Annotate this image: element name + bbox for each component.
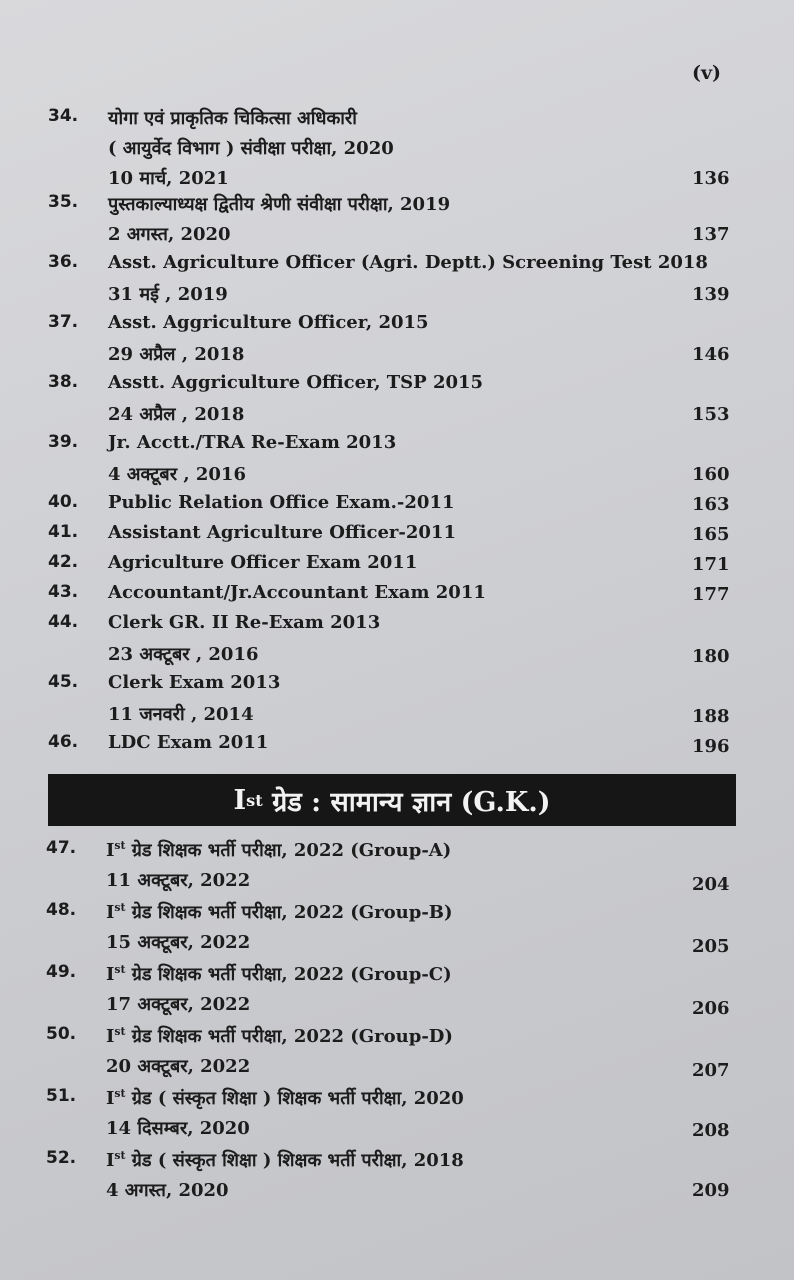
- entry-page: 146: [692, 344, 730, 365]
- entry-number: 51.: [46, 1086, 77, 1106]
- entry-date: 31 मई , 2019: [108, 284, 228, 305]
- entry-title-text: ग्रेड शिक्षक भर्ती परीक्षा, 2022 (Group-D): [125, 1026, 453, 1047]
- page-number: (v): [692, 62, 722, 84]
- entry-number: 48.: [46, 900, 77, 920]
- entry-date: 2 अगस्त, 2020: [108, 224, 231, 245]
- entry-title: Public Relation Office Exam.-2011: [108, 492, 455, 513]
- grade-superscript: st: [114, 1149, 126, 1162]
- section-superscript: st: [246, 790, 263, 810]
- entry-page: 180: [692, 646, 730, 667]
- entry-title: [106, 1086, 464, 1110]
- entry-number: 49.: [46, 962, 77, 982]
- entry-number: 44.: [48, 612, 79, 632]
- entry-date: 24 अप्रैल , 2018: [108, 404, 245, 425]
- entry-title: Accountant/Jr.Accountant Exam 2011: [108, 582, 486, 603]
- grade-superscript: st: [114, 1087, 126, 1100]
- entry-page: 208: [692, 1120, 730, 1141]
- grade-superscript: st: [114, 901, 126, 914]
- entry-title: Asst. Aggriculture Officer, 2015: [108, 312, 429, 333]
- entry-page: 136: [692, 168, 730, 189]
- entry-date: 10 मार्च, 2021: [108, 168, 229, 189]
- entry-title: Asst. Agriculture Officer (Agri. Deptt.) Screening Test 2018: [108, 252, 708, 273]
- entry-date: 23 अक्टूबर , 2016: [108, 644, 259, 665]
- entry-page: 171: [692, 554, 730, 575]
- entry-title: LDC Exam 2011: [108, 732, 269, 753]
- entry-page: 177: [692, 584, 730, 605]
- entry-title: Agriculture Officer Exam 2011: [108, 552, 418, 573]
- entry-page: 153: [692, 404, 730, 425]
- entry-title: [106, 900, 453, 924]
- entry-page: 160: [692, 464, 730, 485]
- entry-number: 47.: [46, 838, 77, 858]
- entry-number: 34.: [48, 106, 79, 126]
- entry-page: 139: [692, 284, 730, 305]
- grade-prefix: I: [106, 1026, 115, 1047]
- entry-page: 206: [692, 998, 730, 1019]
- entry-date: 11 अक्टूबर, 2022: [106, 870, 251, 891]
- grade-superscript: st: [114, 963, 126, 976]
- grade-prefix: I: [106, 840, 115, 861]
- section-heading: [48, 774, 736, 826]
- entry-number: 38.: [48, 372, 79, 392]
- entry-title: Asstt. Aggriculture Officer, TSP 2015: [108, 372, 484, 393]
- entry-page: 165: [692, 524, 730, 545]
- entry-page: 205: [692, 936, 730, 957]
- entry-number: 39.: [48, 432, 79, 452]
- entry-title: [106, 1148, 464, 1172]
- entry-date: 29 अप्रैल , 2018: [108, 344, 245, 365]
- entry-number: 46.: [48, 732, 79, 752]
- entry-page: 204: [692, 874, 730, 895]
- grade-prefix: I: [106, 1088, 115, 1109]
- grade-prefix: I: [106, 964, 115, 985]
- entry-title: Assistant Agriculture Officer-2011: [108, 522, 456, 543]
- entry-page: 188: [692, 706, 730, 727]
- entry-title-text: ग्रेड शिक्षक भर्ती परीक्षा, 2022 (Group-B): [125, 902, 453, 923]
- entry-number: 42.: [48, 552, 79, 572]
- entry-date: 20 अक्टूबर, 2022: [106, 1056, 251, 1077]
- entry-title: Clerk Exam 2013: [108, 672, 281, 693]
- entry-page: 163: [692, 494, 730, 515]
- section-prefix: I: [233, 784, 247, 816]
- entry-number: 45.: [48, 672, 79, 692]
- entry-number: 50.: [46, 1024, 77, 1044]
- entry-page: 196: [692, 736, 730, 757]
- entry-title-text: ग्रेड ( संस्कृत शिक्षा ) शिक्षक भर्ती परीक्षा, 2018: [125, 1150, 464, 1171]
- grade-prefix: I: [106, 1150, 115, 1171]
- entry-number: 35.: [48, 192, 79, 212]
- section-title: ग्रेड : सामान्य ज्ञान (G.K.): [262, 786, 551, 818]
- entry-title-text: ग्रेड ( संस्कृत शिक्षा ) शिक्षक भर्ती परीक्षा, 2020: [125, 1088, 464, 1109]
- entry-page: 137: [692, 224, 730, 245]
- entry-date: 15 अक्टूबर, 2022: [106, 932, 251, 953]
- entry-number: 36.: [48, 252, 79, 272]
- entry-date: 14 दिसम्बर, 2020: [106, 1118, 250, 1139]
- entry-number: 43.: [48, 582, 79, 602]
- entry-title: योगा एवं प्राकृतिक चिकित्सा अधिकारी: [108, 108, 357, 129]
- entry-number: 52.: [46, 1148, 77, 1168]
- entry-title-text: ग्रेड शिक्षक भर्ती परीक्षा, 2022 (Group-C): [125, 964, 452, 985]
- grade-prefix: I: [106, 902, 115, 923]
- entry-title: [106, 962, 452, 986]
- entry-page: 207: [692, 1060, 730, 1081]
- entry-title: [106, 838, 451, 862]
- entry-title: पुस्तकाल्याध्यक्ष द्वितीय श्रेणी संवीक्षा परीक्षा, 2019: [108, 194, 451, 215]
- entry-title: [106, 1024, 453, 1048]
- entry-title: Jr. Acctt./TRA Re-Exam 2013: [108, 432, 397, 453]
- entry-date: 17 अक्टूबर, 2022: [106, 994, 251, 1015]
- entry-date: 11 जनवरी , 2014: [108, 704, 254, 725]
- entry-title: Clerk GR. II Re-Exam 2013: [108, 612, 381, 633]
- entry-subtitle: ( आयुर्वेद विभाग ) संवीक्षा परीक्षा, 2020: [108, 138, 394, 159]
- entry-page: 209: [692, 1180, 730, 1201]
- entry-title-text: ग्रेड शिक्षक भर्ती परीक्षा, 2022 (Group-A): [125, 840, 452, 861]
- entry-date: 4 अगस्त, 2020: [106, 1180, 229, 1201]
- grade-superscript: st: [114, 839, 126, 852]
- grade-superscript: st: [114, 1025, 126, 1038]
- entry-number: 41.: [48, 522, 79, 542]
- entry-date: 4 अक्टूबर , 2016: [108, 464, 246, 485]
- entry-number: 40.: [48, 492, 79, 512]
- entry-number: 37.: [48, 312, 79, 332]
